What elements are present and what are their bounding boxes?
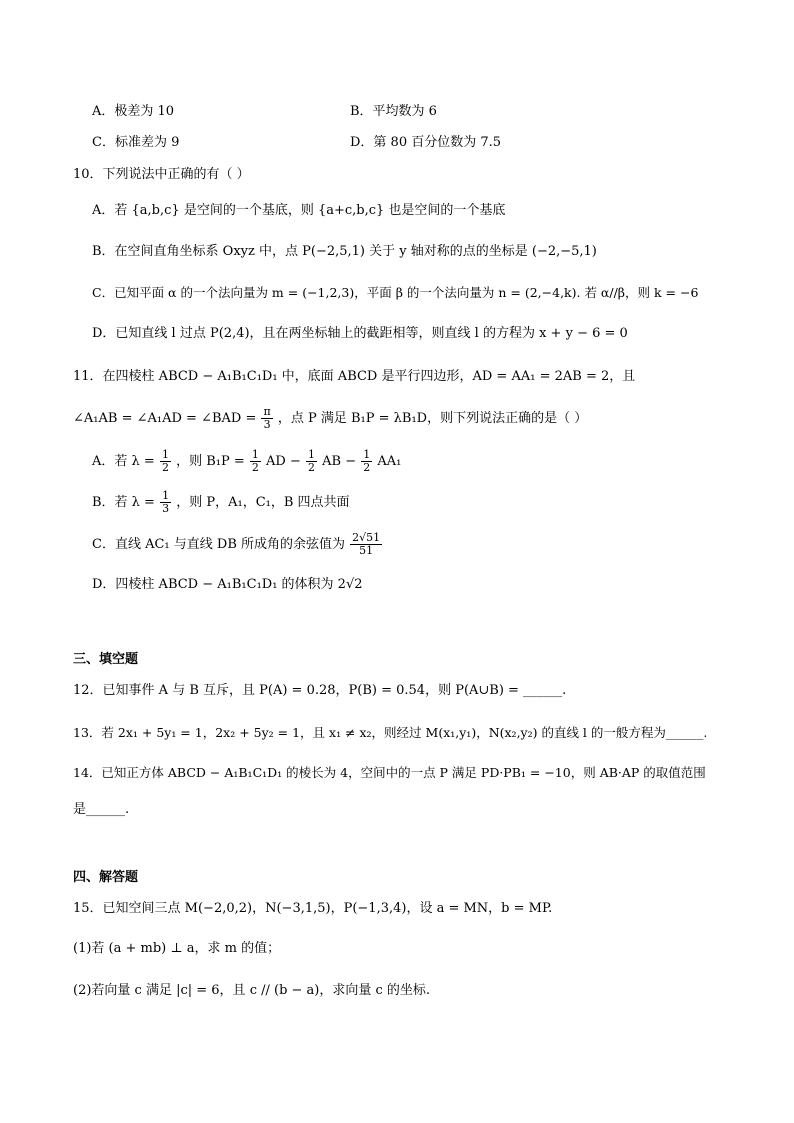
q10-option-d: D．已知直线 l 过点 P(2,4)，且在两坐标轴上的截距相等，则直线 l 的方程为 x + y − 6 = 0 xyxy=(92,326,628,341)
text: AB − xyxy=(322,454,357,469)
frac-cosine xyxy=(350,532,382,557)
frac-num: 1 xyxy=(308,448,316,461)
text: ，则 B₁P = xyxy=(176,454,245,469)
q11-angle-text: ∠A₁AB = ∠A₁AD = ∠BAD = xyxy=(73,411,257,426)
q11-option-a xyxy=(92,447,401,477)
q11-stem-line2 xyxy=(73,404,587,434)
q11-option-d: D．四棱柱 ABCD − A₁B₁C₁D₁ 的体积为 2√2 xyxy=(92,577,363,592)
frac-den: 2 xyxy=(363,461,371,474)
q11-pi-over-3 xyxy=(261,406,272,431)
text: AA₁ xyxy=(377,454,402,469)
frac-num: π xyxy=(263,405,271,418)
frac-num: 1 xyxy=(162,489,170,502)
frac-den: 3 xyxy=(162,502,170,515)
text: C．直线 AC₁ 与直线 DB 所成角的余弦值为 xyxy=(92,537,345,552)
frac-den: 51 xyxy=(359,544,374,557)
q12: 12．已知事件 A 与 B 互斥，且 P(A) = 0.28，P(B) = 0.54，则 P(A∪B) = ______. xyxy=(73,683,567,698)
q9-option-d: D．第 80 百分位数为 7.5 xyxy=(350,135,502,150)
q11-option-b xyxy=(92,488,350,518)
q9-option-c: C．标准差为 9 xyxy=(92,135,180,150)
frac-third xyxy=(160,490,171,515)
q15-part1: (1)若 (a + mb) ⊥ a，求 m 的值； xyxy=(73,941,281,956)
section-fill-in-blank-heading: 三、填空题 xyxy=(73,652,139,667)
q13: 13．若 2x₁ + 5y₁ = 1，2x₂ + 5y₂ = 1，且 x₁ ≠ x₂，则经过 M(x₁,y₁)，N(x₂,y₂) 的直线 l 的一般方程为______. xyxy=(73,725,708,740)
q11-condition-text: ，点 P 满足 B₁P = λB₁D，则下列说法正确的是（ ） xyxy=(277,411,588,426)
frac-half xyxy=(160,449,171,474)
frac-den: 2 xyxy=(161,461,169,474)
frac-half xyxy=(250,449,261,474)
q10-option-c: C．已知平面 α 的一个法向量为 m = (−1,2,3)，平面 β 的一个法向量为 n = (2,−4,k). 若 α//β，则 k = −6 xyxy=(92,285,699,300)
q11-stem-line1: 11．在四棱柱 ABCD − A₁B₁C₁D₁ 中，底面 ABCD 是平行四边形，AD = AA₁ = 2AB = 2，且 xyxy=(73,369,636,384)
frac-num: 1 xyxy=(161,448,169,461)
frac-half xyxy=(306,449,317,474)
frac-den: 2 xyxy=(251,461,259,474)
text: AD − xyxy=(266,454,301,469)
q15-part2: (2)若向量 c 满足 |c| = 6，且 c // (b − a)，求向量 c 的坐标. xyxy=(73,983,431,998)
q9-option-b: B．平均数为 6 xyxy=(350,104,437,119)
q10-option-b: B．在空间直角坐标系 Oxyz 中，点 P(−2,5,1) 关于 y 轴对称的点的坐标是 (−2,−5,1) xyxy=(92,244,597,259)
q9-option-a: A．极差为 10 xyxy=(92,104,175,119)
q10-stem: 10．下列说法中正确的有（ ） xyxy=(73,167,250,182)
q14-line1: 14．已知正方体 ABCD − A₁B₁C₁D₁ 的棱长为 4，空间中的一点 P 满足 PD·PB₁ = −10，则 AB·AP 的取值范围 xyxy=(73,765,706,780)
frac-den: 2 xyxy=(308,461,316,474)
q15-stem: 15．已知空间三点 M(−2,0,2)，N(−3,1,5)，P(−1,3,4)，设 a = MN，b = MP. xyxy=(73,901,553,916)
frac-den: 3 xyxy=(263,418,271,431)
text: A．若 λ = xyxy=(92,454,155,469)
q10-option-a: A．若 {a,b,c} 是空间的一个基底，则 {a+c,b,c} 也是空间的一个基底 xyxy=(92,203,506,218)
q11-option-c xyxy=(92,530,383,560)
text: B．若 λ = xyxy=(92,495,155,510)
frac-num: 2√51 xyxy=(352,531,381,544)
q14-line2: 是______. xyxy=(73,802,130,817)
section-answer-heading: 四、解答题 xyxy=(73,870,139,885)
frac-num: 1 xyxy=(363,448,371,461)
frac-num: 1 xyxy=(251,448,259,461)
text: ，则 P，A₁，C₁，B 四点共面 xyxy=(176,495,350,510)
frac-half xyxy=(361,449,372,474)
